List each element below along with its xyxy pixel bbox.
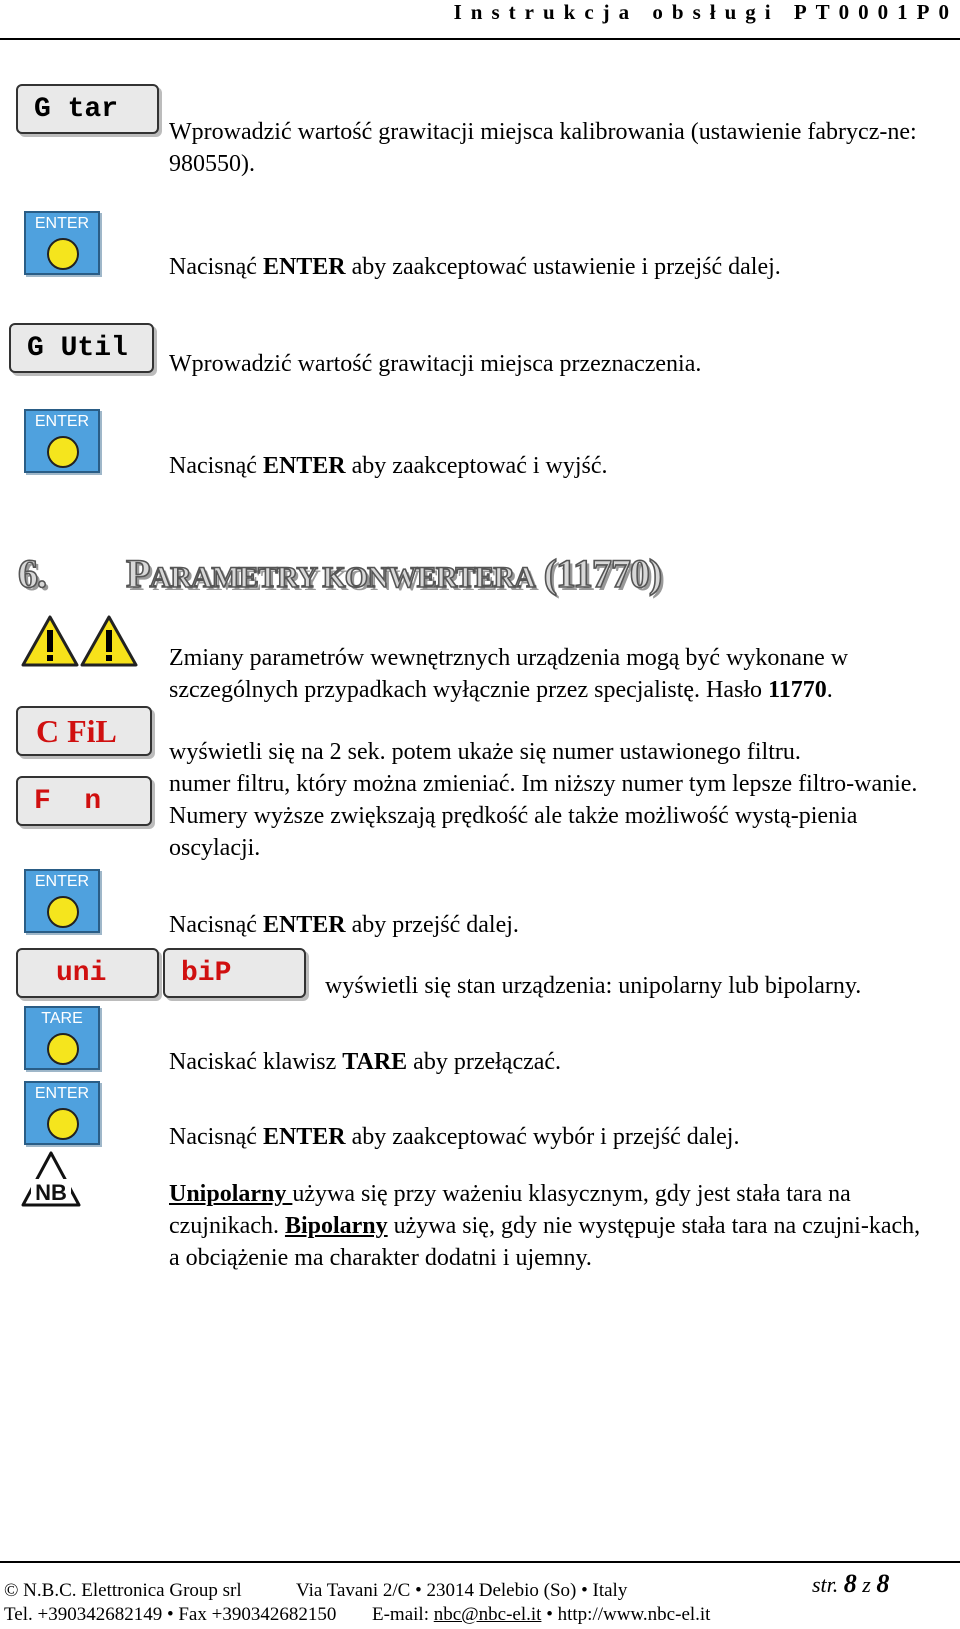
section-number: 6.	[18, 551, 46, 596]
footer-address: Via Tavani 2/C • 23014 Delebio (So) • Italy	[296, 1580, 628, 1601]
email-label: E-mail:	[372, 1604, 434, 1625]
enter-step-3-prefix: Nacisnąć	[169, 912, 263, 938]
page-current: 8	[843, 1569, 857, 1598]
document-header-title: Instrukcja obsługi PT0001P0	[453, 0, 958, 24]
uni-bip-description: wyświetli się stan urządzenia: unipolarny lub bipolarny.	[325, 973, 862, 999]
enter-key-button-dot	[47, 896, 79, 928]
enter-step-2	[169, 450, 608, 482]
tare-step-key: TARE	[342, 1049, 408, 1075]
tare-step-suffix: aby przełączać.	[407, 1049, 562, 1075]
enter-step-4-prefix: Nacisnąć	[169, 1124, 263, 1150]
warning-icon	[20, 614, 80, 668]
warning-text	[169, 642, 939, 706]
tare-key-button-dot	[47, 1033, 79, 1065]
section-title-code: (11770)	[543, 551, 662, 596]
email-link[interactable]: nbc@nbc-el.it	[433, 1604, 542, 1625]
page-separator: z	[856, 1572, 877, 1597]
warning-text-main: Zmiany parametrów wewnętrznych urządzenia mogą być wykonane w szczególnych przypadkach wyłącznie przez specjalistę. Hasło	[169, 645, 849, 703]
tare-step	[169, 1046, 561, 1078]
nb-note	[169, 1178, 935, 1274]
page-number	[812, 1569, 889, 1599]
c-fil-description: wyświetli się na 2 sek. potem ukaże się numer ustawionego filtru.	[169, 739, 801, 765]
enter-step-2-suffix: aby zaakceptować i wyjść.	[345, 453, 608, 479]
page-label: str.	[812, 1572, 844, 1597]
enter-step-1-key: ENTER	[262, 254, 346, 280]
enter-key-button-dot	[47, 238, 79, 270]
enter-step-3-key: ENTER	[262, 912, 346, 938]
tare-key-icon	[24, 1006, 100, 1070]
enter-key-icon	[24, 1081, 100, 1145]
enter-step-1	[169, 251, 781, 283]
display-f-n: F n	[16, 776, 152, 826]
enter-step-3	[169, 909, 519, 941]
nota-bene-icon	[20, 1150, 82, 1208]
enter-key-label: ENTER	[34, 873, 90, 890]
enter-key-button-dot	[47, 436, 79, 468]
footer-contact	[372, 1604, 710, 1626]
footer-phone-fax: Tel. +390342682149 • Fax +390342682150	[4, 1604, 337, 1625]
bipolar-explanation: używa się, gdy nie występuje stała tara na czujni-kach, a obciążenie ma charakter dodatni i ujemny.	[169, 1213, 921, 1271]
display-g-tar: G tar	[16, 84, 159, 134]
footer-divider	[0, 1561, 960, 1563]
unipolar-explanation: używa się przy ważeniu klasycznym, gdy jest stała tara na czujnikach.	[169, 1181, 851, 1239]
warning-icon	[79, 614, 139, 668]
enter-key-label: ENTER	[34, 215, 90, 232]
password-value: 11770	[768, 677, 827, 703]
enter-step-1-prefix: Nacisnąć	[169, 254, 263, 280]
enter-key-icon	[24, 211, 100, 275]
enter-key-label: ENTER	[34, 1085, 90, 1102]
website-text: • http://www.nbc-el.it	[541, 1604, 711, 1625]
display-c-fil: C FiL	[16, 706, 152, 756]
enter-step-3-suffix: aby przejść dalej.	[345, 912, 519, 938]
header-divider	[0, 38, 960, 40]
section-title-initial: P	[126, 551, 150, 596]
enter-step-4	[169, 1121, 739, 1153]
enter-step-2-key: ENTER	[262, 453, 346, 479]
enter-key-button-dot	[47, 1108, 79, 1140]
enter-step-4-key: ENTER	[262, 1124, 346, 1150]
g-tar-description: Wprowadzić wartość grawitacji miejsca kalibrowania (ustawienie fabrycz-ne: 980550).	[169, 119, 917, 177]
warning-text-end: .	[826, 677, 833, 703]
footer-company: © N.B.C. Elettronica Group srl	[4, 1580, 242, 1601]
section-title-rest: ARAMETRY KONWERTERA	[149, 561, 535, 594]
page-total: 8	[876, 1569, 890, 1598]
enter-step-1-suffix: aby zaakceptować ustawienie i przejść dalej.	[345, 254, 781, 280]
display-uni: uni	[16, 948, 159, 998]
display-g-util: G Util	[9, 323, 154, 373]
enter-key-icon	[24, 409, 100, 473]
enter-step-4-suffix: aby zaakceptować wybór i przejść dalej.	[345, 1124, 740, 1150]
enter-key-icon	[24, 869, 100, 933]
enter-key-label: ENTER	[34, 413, 90, 430]
tare-step-prefix: Naciskać klawisz	[169, 1049, 343, 1075]
g-util-description: Wprowadzić wartość grawitacji miejsca przeznaczenia.	[169, 351, 702, 377]
section-heading	[18, 550, 661, 597]
display-bip: biP	[163, 948, 306, 998]
nota-bene-label: NB	[35, 1180, 67, 1205]
enter-step-2-prefix: Nacisnąć	[169, 453, 263, 479]
tare-key-label: TARE	[41, 1010, 83, 1027]
bipolar-term: Bipolarny	[284, 1213, 388, 1239]
unipolar-term: Unipolarny	[169, 1181, 293, 1207]
f-n-description: numer filtru, który można zmieniać. Im niższy numer tym lepsze filtro-wanie. Numery wyższe zwiększają prędkość ale także możliwość wystą-pienia oscylacji.	[169, 771, 918, 861]
